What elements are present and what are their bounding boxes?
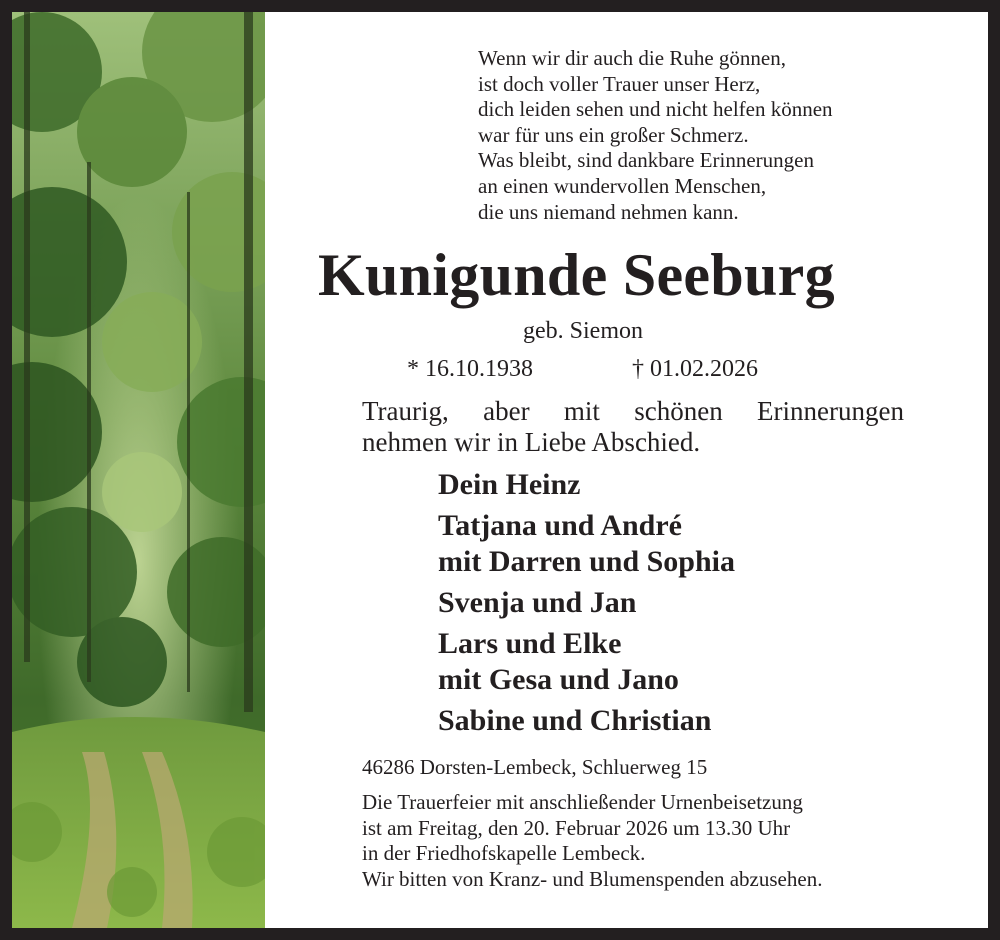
poem-line: an einen wundervollen Menschen, <box>478 173 767 198</box>
poem-line: ist doch voller Trauer unser Herz, <box>478 71 761 96</box>
mourners-list <box>438 467 735 739</box>
mourner-line: Dein Heinz <box>438 468 581 501</box>
forest-path-photo <box>12 12 265 928</box>
mourner-line: Tatjana und André <box>438 509 682 542</box>
notice-line: in der Friedhofskapelle Lembeck. <box>362 841 646 865</box>
farewell-intro <box>362 396 904 457</box>
notice-line: Die Trauerfeier mit anschließender Urnenbeisetzung <box>362 790 803 814</box>
death-date: † 01.02.2026 <box>632 356 758 382</box>
mourner-group <box>438 467 735 503</box>
birth-date: * 16.10.1938 <box>407 356 533 382</box>
funeral-notice <box>362 790 822 892</box>
poem-line: war für uns ein großer Schmerz. <box>478 122 749 147</box>
mourner-line: mit Gesa und Jano <box>438 663 679 696</box>
poem-line: Was bleibt, sind dankbare Erinnerungen <box>478 148 814 173</box>
intro-line: nehmen wir in Liebe Abschied. <box>362 426 701 457</box>
mourner-line: Svenja und Jan <box>438 586 637 619</box>
mourner-group <box>438 585 735 621</box>
memorial-poem <box>478 46 833 225</box>
mourner-line: Sabine und Christian <box>438 704 712 737</box>
deceased-name: Kunigunde Seeburg <box>318 242 835 308</box>
mourner-group <box>438 626 735 698</box>
intro-line: Traurig, aber mit schönen Erinnerungen <box>362 396 904 426</box>
mourner-line: mit Darren und Sophia <box>438 545 736 578</box>
notice-line: Wir bitten von Kranz- und Blumenspenden abzusehen. <box>362 866 823 891</box>
birth-name: geb. Siemon <box>523 318 643 344</box>
family-address: 46286 Dorsten-Lembeck, Schluerweg 15 <box>362 755 708 779</box>
poem-line: dich leiden sehen und nicht helfen können <box>478 97 833 122</box>
notice-line: ist am Freitag, den 20. Februar 2026 um 13.30 Uhr <box>362 815 791 840</box>
poem-line: Wenn wir dir auch die Ruhe gönnen, <box>478 46 786 70</box>
mourner-line: Lars und Elke <box>438 627 622 660</box>
mourner-group <box>438 703 735 739</box>
obituary-content <box>265 12 988 928</box>
poem-line: die uns niemand nehmen kann. <box>478 199 739 224</box>
mourner-group <box>438 508 735 580</box>
obituary-card <box>12 12 988 928</box>
